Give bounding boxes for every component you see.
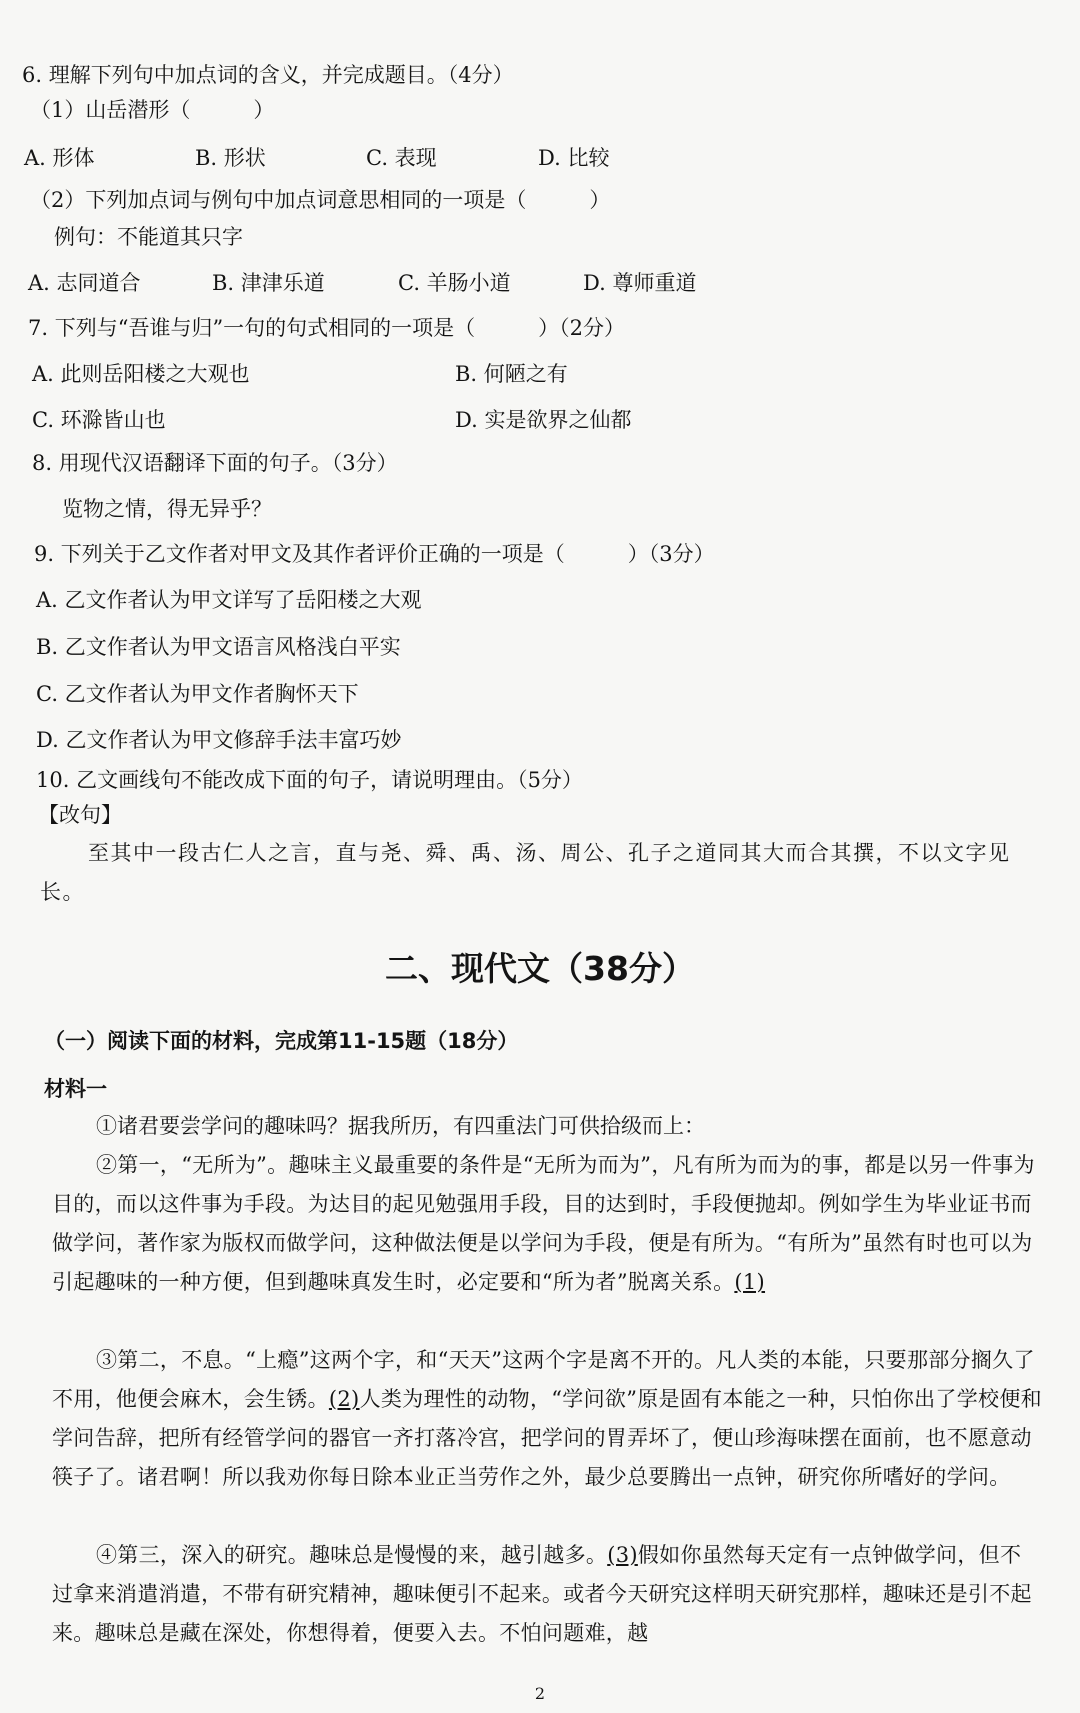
passage-paragraph-2 — [52, 1146, 1042, 1302]
annotation-mark-1: (1) — [734, 1270, 766, 1294]
q9-option-b: B. 乙文作者认为甲文语言风格浅白平实 — [36, 635, 401, 659]
q7-option-b: B. 何陋之有 — [455, 362, 568, 386]
q7-stem: 7. 下列与“吾谁与归”一句的句式相同的一项是（ ）（2分） — [28, 316, 626, 340]
q6-sub2-option-d: D. 尊师重道 — [583, 271, 697, 295]
passage-paragraph-4-text-a: ④第三，深入的研究。趣味总是慢慢的来，越引越多。 — [96, 1543, 608, 1567]
q10-label: 【改句】 — [38, 803, 122, 827]
q6-sub2-option-b: B. 津津乐道 — [212, 271, 325, 295]
page-number: 2 — [534, 1684, 546, 1703]
q9-option-a: A. 乙文作者认为甲文详写了岳阳楼之大观 — [36, 588, 422, 612]
q9-stem: 9. 下列关于乙文作者对甲文及其作者评价正确的一项是（ ）（3分） — [34, 542, 715, 566]
passage-paragraph-2-text: ②第一，“无所为”。趣味主义最重要的条件是“无所为而为”，凡有所为而为的事，都是以另一件事为目的，而以这件事为手段。为达目的起见勉强用手段，目的达到时，手段便抛却。例如学生为毕业证书而做学问，著作家为版权而做学问，这种做法便是以学问为手段，便是有所为。“有所为”虽然有时也可以为引起趣味的一种方便，但到趣味真发生时，必定要和“所为者”脱离关系。 — [52, 1153, 1035, 1294]
q7-option-d: D. 实是欲界之仙都 — [455, 408, 632, 432]
part1-heading: （一）阅读下面的材料，完成第11-15题（18分） — [44, 1029, 519, 1053]
annotation-mark-3: (3) — [607, 1543, 638, 1567]
q8-sentence: 览物之情，得无异乎？ — [62, 497, 272, 521]
annotation-mark-2: (2) — [328, 1387, 360, 1411]
q9-option-c: C. 乙文作者认为甲文作者胸怀天下 — [36, 682, 359, 706]
material-label: 材料一 — [44, 1077, 107, 1101]
q6-sub1: （1）山岳潜形（ ） — [30, 98, 275, 122]
q6-sub1-option-c: C. 表现 — [366, 146, 437, 170]
q10-revised-sentence: 至其中一段古仁人之言，直与尧、舜、禹、汤、周公、孔子之道同其大而合其撰，不以文字见长。 — [40, 841, 1011, 904]
q6-sub1-option-a: A. 形体 — [24, 146, 95, 170]
q6-sub2: （2）下列加点词与例句中加点词意思相同的一项是（ ） — [30, 188, 611, 212]
q6-sub2-option-a: A. 志同道合 — [28, 271, 141, 295]
q7-option-c: C. 环滁皆山也 — [32, 408, 166, 432]
q6-stem: 6. 理解下列句中加点词的含义，并完成题目。（4分） — [22, 63, 514, 87]
q6-example: 例句：不能道其只字 — [54, 225, 243, 249]
q8-stem: 8. 用现代汉语翻译下面的句子。（3分） — [32, 451, 398, 475]
passage-paragraph-4-text-b: 假如你虽然每天定有一点钟做学问，但不过拿来消遣消遣，不带有研究精神，趣味便引不起来。或者今天研究这样明天研究那样，趣味还是引不起来。趣味总是藏在深处，你想得着，便要入去。不怕问题难，越 — [52, 1543, 1032, 1645]
passage-paragraph-4 — [52, 1536, 1042, 1653]
passage-paragraph-1: ①诸君要尝学问的趣味吗？据我所历，有四重法门可供拾级而上： — [96, 1114, 705, 1138]
section-title: 二、现代文（38分） — [385, 949, 695, 988]
q6-sub1-option-d: D. 比较 — [538, 146, 610, 170]
q6-sub2-option-c: C. 羊肠小道 — [398, 271, 511, 295]
q9-option-d: D. 乙文作者认为甲文修辞手法丰富巧妙 — [36, 728, 402, 752]
q7-option-a: A. 此则岳阳楼之大观也 — [32, 362, 250, 386]
q10-stem: 10. 乙文画线句不能改成下面的句子，请说明理由。（5分） — [36, 768, 583, 792]
q6-sub1-option-b: B. 形状 — [195, 146, 266, 170]
passage-paragraph-3 — [52, 1341, 1042, 1497]
passage-paragraph-3-text-a: ③第二，不息。“上瘾”这两个字，和“天天”这两个字是离不开的。凡人类的本能，只要那部分搁久了不用，他便会麻木，会生锈。 — [52, 1348, 1035, 1411]
passage-paragraph-3-text-b: 人类为理性的动物，“学问欲”原是固有本能之一种，只怕你出了学校便和学问告辞，把所有经管学问的器官一齐打落冷宫，把学问的胃弄坏了，便山珍海味摆在面前，也不愿意动筷子了。诸君啊！所以我劝你每日除本业正当劳作之外，最少总要腾出一点钟，研究你所嗜好的学问。 — [52, 1387, 1042, 1489]
